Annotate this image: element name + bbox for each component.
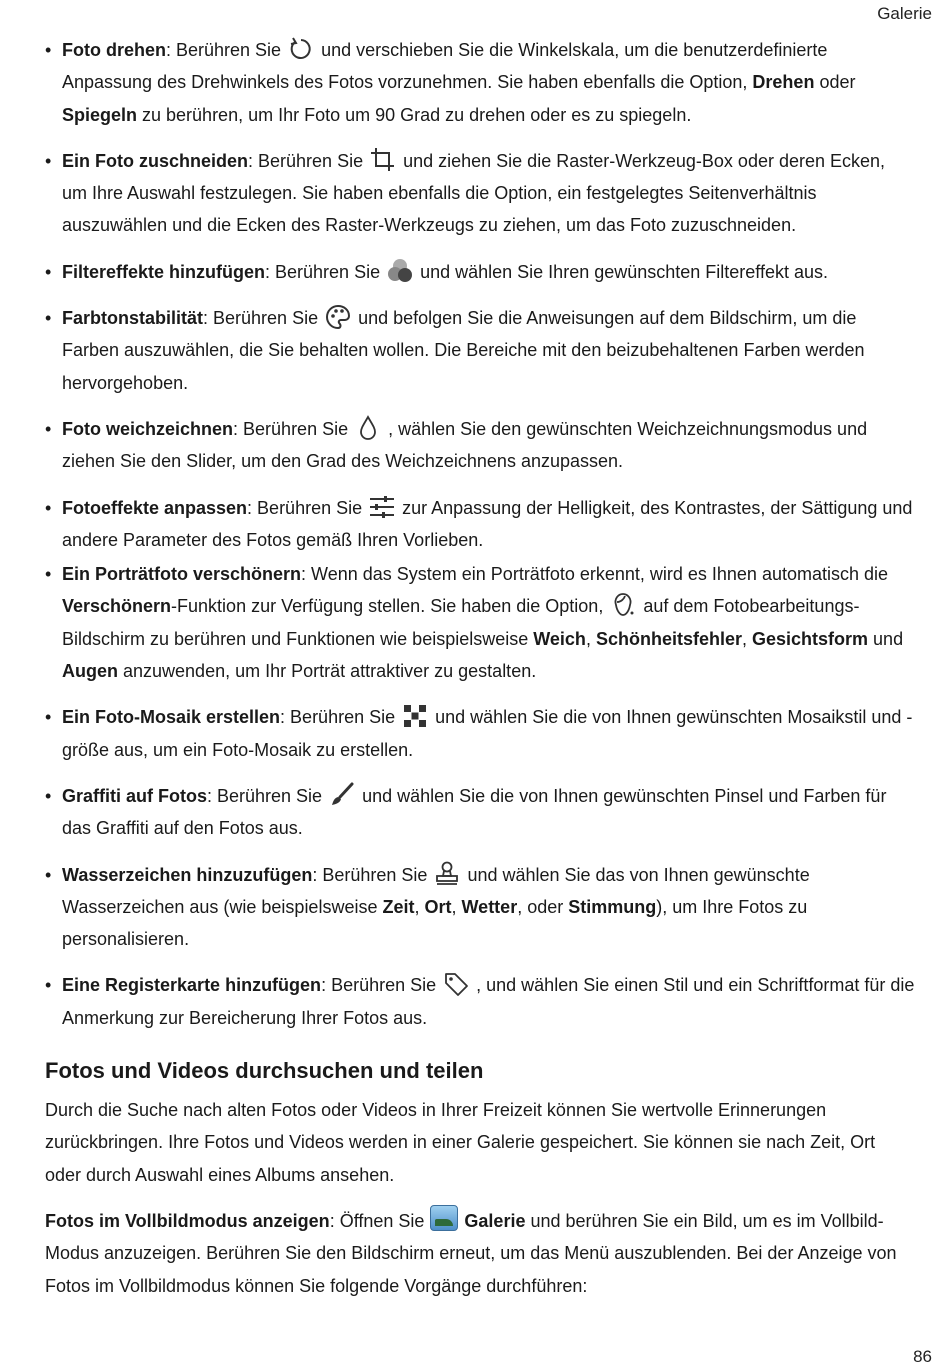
paragraph-text: und berühren Sie ein Bild, um es im Vollbild-Modus anzuzeigen. Berühren Sie den Bildschirm erneut, um das Menü auszublenden. Bei der Anzeige von Fotos im Vollbildmodus können Sie folgende Vorgänge durchführen: <box>45 1210 897 1296</box>
item-text: : Berühren Sie <box>312 864 428 885</box>
item-text: , <box>414 896 425 917</box>
item-text: zur Anpassung der Helligkeit, des Kontrastes, der Sättigung und andere Parameter des Fotos gemäß Ihren Vorlieben. <box>62 497 913 550</box>
item-term: Weich <box>533 628 586 649</box>
item-text: und wählen Sie die von Ihnen gewünschten Pinsel und Farben für das Graffiti auf den Fotos aus. <box>62 785 887 839</box>
item-text: : Berühren Sie <box>265 261 381 282</box>
item-term: Verschönern <box>62 596 172 617</box>
list-item-adjust <box>45 492 915 557</box>
item-title: Foto weichzeichnen <box>62 418 234 439</box>
document-body <box>45 34 915 1316</box>
rotate-icon <box>287 35 315 63</box>
item-title: Foto drehen <box>62 40 166 60</box>
page-header-section: Galerie <box>877 4 932 23</box>
watermark-stamp-icon <box>433 860 461 888</box>
item-text: -Funktion zur Verfügung stellen. Sie haben die Option, <box>171 596 604 617</box>
item-text: und <box>868 628 904 649</box>
palette-icon <box>324 303 352 331</box>
item-text: und wählen Sie das von Ihnen gewünschte Wasserzeichen aus (wie beispielsweise <box>62 864 810 917</box>
list-item-watermark <box>45 859 915 956</box>
list-item-filter <box>45 256 915 288</box>
mosaic-icon <box>401 702 429 730</box>
list-item-portrait <box>45 558 915 687</box>
paragraph-text: : Öffnen Sie <box>329 1210 425 1231</box>
item-title: Fotoeffekte anpassen <box>62 497 248 518</box>
item-title: Filtereffekte hinzufügen <box>62 261 266 282</box>
item-term: Ort <box>424 896 452 917</box>
item-text: : Berühren Sie <box>321 975 437 996</box>
adjust-sliders-icon <box>368 493 396 521</box>
item-text: und ziehen Sie die Raster-Werkzeug-Box oder deren Ecken, um Ihre Auswahl festzulegen. Sie haben ebenfalls die Option, ein festgelegtes Seitenverhältnis auszuwählen und die Ecken des Raster-Werkzeugs zu ziehen, um das Foto zuzuschneiden. <box>62 150 886 236</box>
item-term: Gesichtsform <box>752 628 869 649</box>
item-text: zu berühren, um Ihr Foto um 90 Grad zu drehen oder es zu spiegeln. <box>137 104 692 125</box>
item-title: Ein Porträtfoto verschönern <box>62 564 302 585</box>
item-text: und wählen Sie Ihren gewünschten Filtereffekt aus. <box>420 261 829 282</box>
item-text: anzuwenden, um Ihr Porträt attraktiver zu gestalten. <box>118 661 537 682</box>
list-item-tag <box>45 969 915 1034</box>
item-text: : Berühren Sie <box>247 497 363 518</box>
item-text: und wählen Sie die von Ihnen gewünschten Mosaikstil und -größe aus, um ein Foto-Mosaik zu erstellen. <box>62 707 913 760</box>
section-heading: Fotos und Videos durchsuchen und teilen <box>45 1058 484 1084</box>
item-text: , <box>451 896 462 917</box>
item-term: Schönheitsfehler <box>595 628 742 649</box>
filter-icon <box>386 257 414 285</box>
item-text: , und wählen Sie einen Stil und ein Schriftformat für die Anmerkung zur Bereicherung Ihrer Fotos aus. <box>62 975 915 1028</box>
paragraph-title: Fotos im Vollbildmodus anzeigen <box>45 1210 330 1231</box>
item-text: , oder <box>517 896 569 917</box>
gallery-app-icon <box>430 1205 458 1231</box>
item-term: Drehen <box>752 72 815 93</box>
app-name: Galerie <box>464 1210 526 1231</box>
beauty-face-icon <box>609 591 637 619</box>
list-item-graffiti <box>45 780 915 845</box>
item-text: , <box>741 628 752 649</box>
item-text: : Berühren Sie <box>203 308 319 329</box>
brush-icon <box>328 781 356 809</box>
item-text: oder <box>814 72 856 93</box>
item-text: auf dem Fotobearbeitungs-Bildschirm zu berühren und Funktionen wie beispielsweise <box>62 596 860 649</box>
item-title: Ein Foto-Mosaik erstellen <box>62 707 281 728</box>
list-item-mosaic <box>45 701 915 766</box>
item-text: : Berühren Sie <box>207 785 323 806</box>
fullscreen-paragraph <box>45 1205 915 1302</box>
crop-icon <box>369 146 397 174</box>
list-item-crop <box>45 145 915 242</box>
item-title: Eine Registerkarte hinzufügen <box>62 975 322 996</box>
item-term: Wetter <box>461 896 518 917</box>
item-title: Wasserzeichen hinzuzufügen <box>62 864 313 885</box>
item-text: und verschieben Sie die Winkelskala, um die benutzerdefinierte Anpassung des Drehwinkels des Fotos vorzunehmen. Sie haben ebenfalls die Option, <box>62 40 828 93</box>
item-title: Graffiti auf Fotos <box>62 785 207 806</box>
list-item-color-stability <box>45 302 915 399</box>
item-title: Ein Foto zuschneiden <box>62 150 249 171</box>
item-text: : Berühren Sie <box>280 707 396 728</box>
item-term: Zeit <box>382 896 415 917</box>
item-text: , wählen Sie den gewünschten Weichzeichnungsmodus und ziehen Sie den Slider, um den Grad des Weichzeichnens anzupassen. <box>62 418 868 472</box>
item-text: : Wenn das System ein Porträtfoto erkennt, wird es Ihnen automatisch die <box>301 564 889 585</box>
item-text: ), um Ihre Fotos zu personalisieren. <box>62 896 808 950</box>
item-term: Spiegeln <box>62 104 138 125</box>
list-item-blur <box>45 413 915 478</box>
item-text: : Berühren Sie <box>248 150 364 171</box>
tag-icon <box>442 970 470 998</box>
item-text: , <box>585 628 596 649</box>
item-term: Augen <box>62 661 118 682</box>
list-item-rotate <box>45 34 915 131</box>
section-intro: Durch die Suche nach alten Fotos oder Videos in Ihrer Freizeit können Sie wertvolle Erinnerungen zurückbringen. Ihre Fotos und Videos werden in einer Galerie gespeichert. Sie können sie nach Zeit, Ort oder durch Auswahl eines Albums ansehen. <box>45 1100 876 1185</box>
item-title: Farbtonstabilität <box>62 308 204 329</box>
item-text: und befolgen Sie die Anweisungen auf dem Bildschirm, um die Farben auszuwählen, die Sie behalten wollen. Die Bereiche mit den beizubehaltenen Farben werden hervorgehoben. <box>62 308 865 393</box>
page-number: 86 <box>913 1347 932 1366</box>
item-text: : Berühren Sie <box>166 40 282 60</box>
blur-drop-icon <box>354 414 382 442</box>
item-text: : Berühren Sie <box>233 418 349 439</box>
item-term: Stimmung <box>568 896 657 917</box>
